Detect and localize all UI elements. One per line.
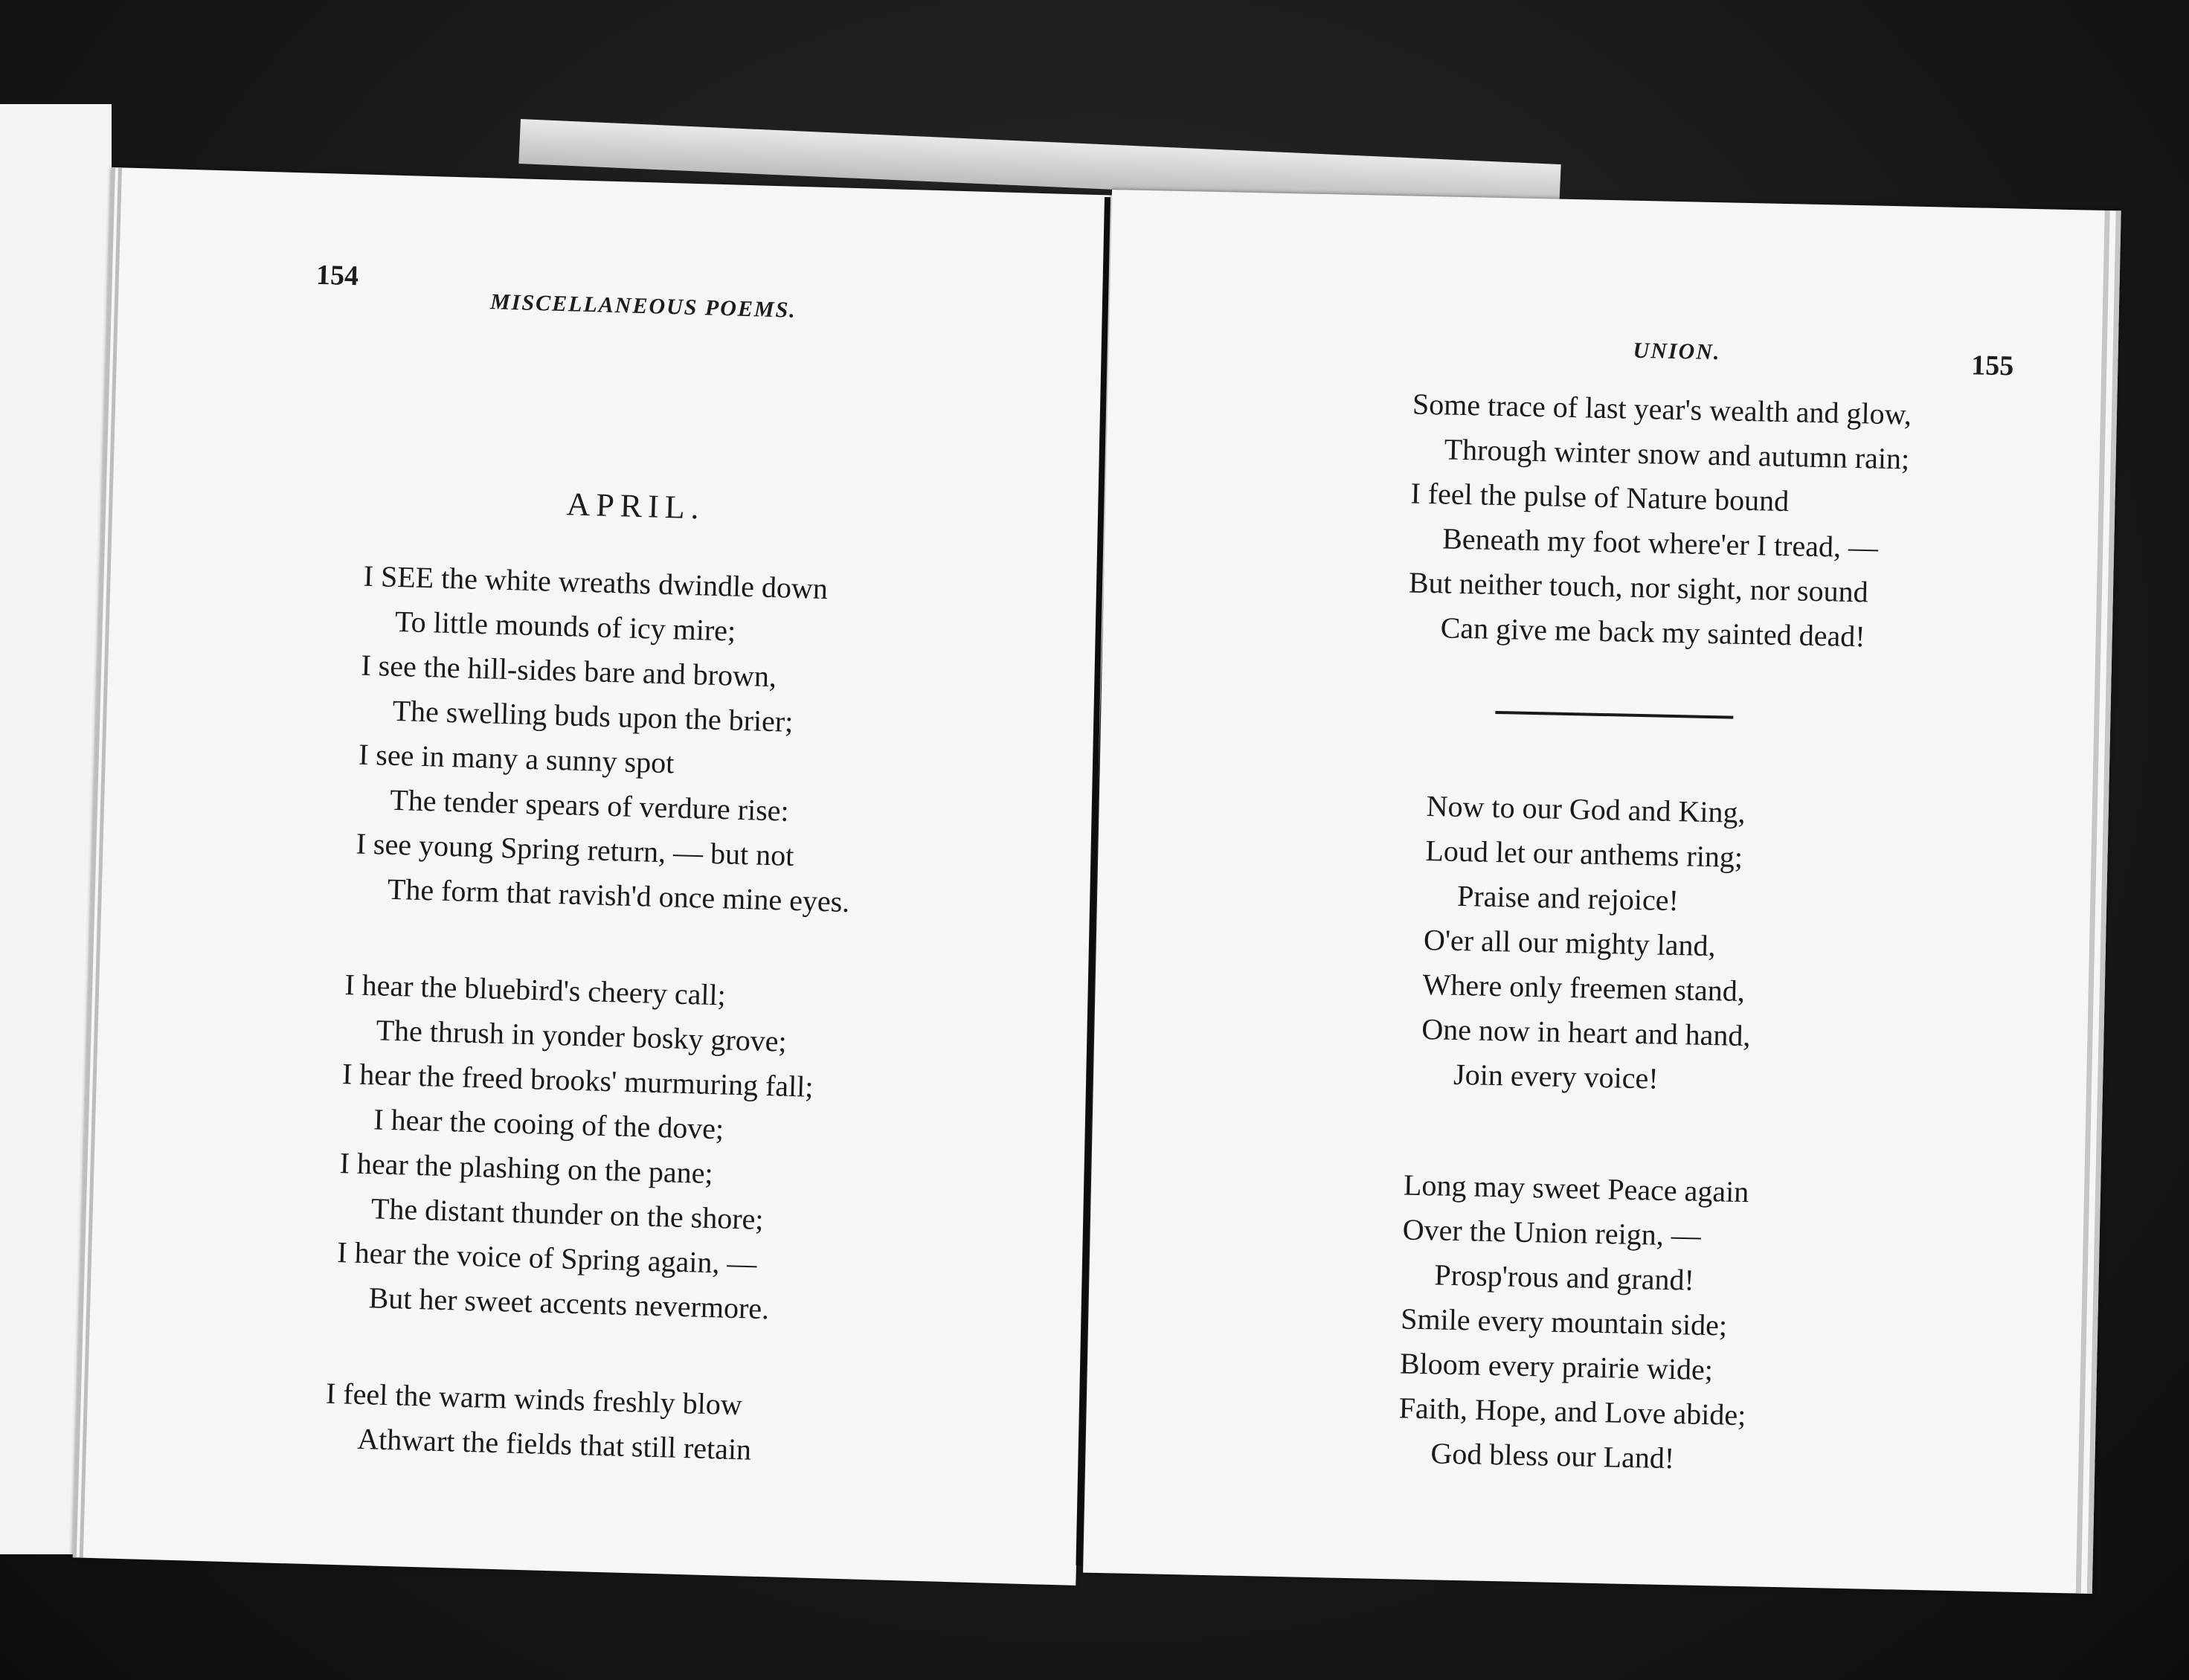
- stanza: [324, 1371, 753, 1473]
- stanza: [1407, 382, 1912, 660]
- verse-line: O'er all our mighty land,: [1423, 923, 1717, 963]
- verse-line: Loud let our anthems ring;: [1425, 834, 1743, 874]
- verse-line: Over the Union reign, —: [1402, 1212, 1702, 1252]
- stanza: [354, 554, 859, 924]
- running-head: MISCELLANEOUS POEMS.: [489, 289, 797, 323]
- verse-line: Bloom every prairie wide;: [1399, 1346, 1714, 1387]
- verse-line: The swelling buds upon the brier;: [392, 693, 794, 738]
- verse-line: I hear the voice of Spring again, —: [336, 1235, 758, 1281]
- verse-line: The tender spears of verdure rise:: [389, 782, 790, 828]
- verse-line: Long may sweet Peace again: [1403, 1168, 1749, 1209]
- verse-line: Some trace of last year's wealth and glow,: [1412, 387, 1912, 431]
- verse-line: Faith, Hope, and Love abide;: [1398, 1391, 1746, 1432]
- running-head: UNION.: [1633, 338, 1721, 365]
- stanza: [1421, 784, 1756, 1103]
- verse-line: I hear the freed brooks' murmuring fall;: [341, 1057, 814, 1104]
- verse-line: I hear the plashing on the pane;: [339, 1146, 714, 1191]
- verse-line: I see in many a sunny spot: [358, 737, 675, 780]
- verse-line: The form that ravish'd once mine eyes.: [387, 872, 850, 919]
- verse-line: The thrush in yonder bosky grove;: [376, 1013, 788, 1058]
- verse-line: Join every voice!: [1453, 1057, 1659, 1095]
- page-number: 154: [315, 259, 359, 292]
- verse-line: I feel the pulse of Nature bound: [1410, 476, 1790, 518]
- verse-line: I see young Spring return, — but not: [356, 826, 794, 872]
- section-divider: [1495, 711, 1733, 719]
- verse-line: But neither touch, nor sight, nor sound: [1408, 565, 1869, 609]
- verse-line: The distant thunder on the shore;: [370, 1191, 765, 1237]
- open-book: [112, 167, 2164, 1580]
- poem-title: APRIL.: [565, 486, 706, 527]
- page-number: 155: [1970, 350, 2014, 382]
- verse-line: Beneath my foot where'er I tread, —: [1441, 521, 1879, 564]
- verse-line: Where only freemen stand,: [1422, 967, 1746, 1008]
- right-page: [1083, 190, 2121, 1594]
- verse-line: To little mounds of icy mire;: [394, 604, 736, 648]
- verse-line: I hear the cooing of the dove;: [373, 1102, 724, 1146]
- stanza: [335, 962, 817, 1333]
- verse-line: One now in heart and hand,: [1421, 1011, 1751, 1053]
- verse-line: I SEE the white wreaths dwindle down: [363, 559, 829, 606]
- verse-line: Can give me back my sainted dead!: [1440, 611, 1866, 654]
- verse-line: Through winter snow and autumn rain;: [1444, 432, 1910, 476]
- verse-line: Prosp'rous and grand!: [1434, 1258, 1695, 1297]
- verse-line: I feel the warm winds freshly blow: [325, 1376, 743, 1422]
- verse-line: Praise and rejoice!: [1456, 878, 1679, 918]
- verse-line: Now to our God and King,: [1426, 789, 1746, 830]
- verse-line: Athwart the fields that still retain: [356, 1421, 752, 1467]
- verse-line: Smile every mountain side;: [1400, 1301, 1728, 1342]
- verse-line: But her sweet accents nevermore.: [368, 1281, 770, 1326]
- verse-line: I hear the bluebird's cheery call;: [344, 968, 727, 1012]
- verse-line: God bless our Land!: [1430, 1436, 1675, 1475]
- verse-line: I see the hill-sides bare and brown,: [360, 648, 777, 694]
- left-page: [73, 167, 1115, 1586]
- stanza: [1398, 1163, 1751, 1483]
